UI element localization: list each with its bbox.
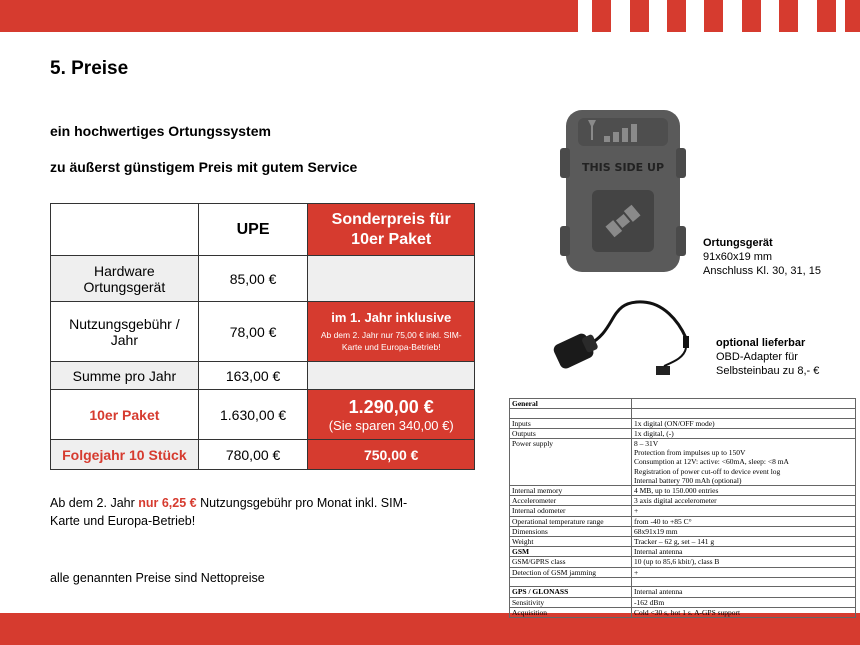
spec-value-line: 68x91x19 mm: [634, 526, 678, 536]
table-row: [51, 302, 475, 362]
spec-value: [632, 506, 856, 516]
obd-caption-line3: Selbsteinbau zu 8,- €: [716, 365, 820, 377]
row-special: [308, 362, 475, 390]
spec-row: [510, 567, 856, 577]
net-price-note: alle genannten Preise sind Nettopreise: [50, 571, 265, 585]
note-highlight: nur 6,25 €: [138, 496, 197, 510]
device-label: THIS SIDE UP: [581, 161, 665, 174]
spec-table: [509, 398, 856, 618]
spec-key: Accelerometer: [510, 496, 632, 506]
row-special: [308, 256, 475, 302]
spec-value-line: 8 – 31V: [634, 439, 659, 448]
spec-key: [510, 409, 632, 419]
spec-value: [632, 557, 856, 567]
spec-key: GSM/GPRS class: [510, 557, 632, 567]
spec-row: [510, 496, 856, 506]
spec-key: Inputs: [510, 418, 632, 428]
row-special: 750,00 €: [308, 440, 475, 470]
spec-value-line: Cold <30 s, hot 1 s. A-GPS support: [634, 607, 741, 617]
spec-value: [632, 496, 856, 506]
note-suffix: Nutzungsgebühr pro Monat inkl. SIM-Karte und Europa-Betrieb!: [50, 496, 408, 528]
row-upe: 1.630,00 €: [198, 390, 308, 440]
subtitle-2: zu äußerst günstigem Preis mit gutem Service: [50, 159, 358, 175]
spec-key: GSM: [510, 547, 632, 557]
header-band: [0, 0, 860, 32]
spec-row: [510, 516, 856, 526]
spec-key: Sensitivity: [510, 597, 632, 607]
note-prefix: Ab dem 2. Jahr: [50, 496, 135, 510]
row-label: Hardware Ortungsgerät: [51, 256, 199, 302]
header-stripe: [704, 0, 723, 32]
row-upe: 85,00 €: [198, 256, 308, 302]
spec-key: Acquisition: [510, 607, 632, 617]
header-stripe: [779, 0, 798, 32]
row-label: Folgejahr 10 Stück: [51, 440, 199, 470]
spec-row: [510, 439, 856, 486]
header-red-bar: [0, 0, 578, 32]
header-stripe: [667, 0, 686, 32]
header-upe: UPE: [198, 204, 308, 256]
spec-row: [510, 537, 856, 547]
spec-value: [632, 577, 856, 587]
spec-value-line: from -40 to +85 C°: [634, 516, 692, 526]
special-package-price: 1.290,00 €: [348, 396, 434, 417]
header-stripe: [592, 0, 611, 32]
row-label: Summe pro Jahr: [51, 362, 199, 390]
spec-key: Power supply: [510, 439, 632, 486]
row-label: Nutzungsgebühr / Jahr: [51, 302, 199, 362]
spec-row: [510, 418, 856, 428]
spec-row: [510, 399, 856, 409]
spec-value: [632, 597, 856, 607]
spec-value: [632, 409, 856, 419]
spec-row: [510, 607, 856, 617]
special-included-text: im 1. Jahr inklusive: [331, 310, 452, 325]
obd-adapter-image: [548, 290, 708, 380]
header-stripe: [845, 0, 860, 32]
spec-row: [510, 428, 856, 438]
device-caption-title: Ortungsgerät: [703, 237, 773, 249]
price-table-header: [51, 204, 475, 256]
monthly-fee-note: [50, 494, 430, 530]
spec-key: Detection of GSM jamming: [510, 567, 632, 577]
row-special: [308, 390, 475, 440]
table-row: [51, 256, 475, 302]
row-upe: 780,00 €: [198, 440, 308, 470]
spec-row: [510, 597, 856, 607]
spec-key: Internal odometer: [510, 506, 632, 516]
header-empty-cell: [51, 204, 199, 256]
spec-value-line: 3 axis digital accelerometer: [634, 496, 717, 506]
table-row: [51, 440, 475, 470]
spec-value-line: Internal antenna: [634, 587, 683, 597]
spec-value-line: Protection from impulses up to 150V: [634, 448, 746, 458]
table-row: [51, 390, 475, 440]
spec-value-line: 4 MB, up to 150.000 entries: [634, 486, 719, 496]
obd-caption-title: optional lieferbar: [716, 337, 806, 349]
spec-value-line: 10 (up to 85,6 kbit/), class B: [634, 557, 720, 567]
spec-row: [510, 409, 856, 419]
tracker-device-image: [560, 108, 686, 274]
spec-key: [510, 577, 632, 587]
header-stripe: [630, 0, 649, 32]
spec-value-line: 1x digital (ON/OFF mode): [634, 418, 715, 428]
spec-row: [510, 557, 856, 567]
row-special: [308, 302, 475, 362]
spec-value-line: +: [634, 506, 639, 516]
header-special-price: Sonderpreis für 10er Paket: [308, 204, 475, 256]
spec-value: [632, 418, 856, 428]
spec-value: [632, 537, 856, 547]
spec-value: [632, 399, 856, 409]
spec-key: Internal memory: [510, 486, 632, 496]
spec-value: [632, 439, 856, 486]
table-row: [51, 362, 475, 390]
row-upe: 78,00 €: [198, 302, 308, 362]
header-stripe: [817, 0, 836, 32]
device-caption-connect: Anschluss Kl. 30, 31, 15: [703, 265, 822, 277]
spec-key: General: [510, 399, 632, 409]
special-included-note: Ab dem 2. Jahr nur 75,00 € inkl. SIM-Karte und Europa-Betrieb!: [320, 330, 462, 352]
spec-value-line: +: [634, 567, 639, 577]
obd-caption-line2: OBD-Adapter für: [716, 351, 798, 363]
spec-value: [632, 567, 856, 577]
subtitle-1: ein hochwertiges Ortungssystem: [50, 123, 271, 139]
spec-value: [632, 428, 856, 438]
special-savings: (Sie sparen 340,00 €): [328, 417, 454, 433]
spec-key: GPS / GLONASS: [510, 587, 632, 597]
row-label: 10er Paket: [51, 390, 199, 440]
spec-value: [632, 587, 856, 597]
row-upe: 163,00 €: [198, 362, 308, 390]
spec-value: [632, 526, 856, 536]
spec-value: [632, 516, 856, 526]
spec-row: [510, 486, 856, 496]
spec-value-line: Internal antenna: [634, 547, 683, 557]
spec-key: Outputs: [510, 428, 632, 438]
spec-value-line: Registration of power cut-off to device event log: [634, 466, 781, 476]
spec-key: Weight: [510, 537, 632, 547]
spec-value-line: Consumption at 12V: active: <60mA, sleep: <8 mA: [634, 457, 789, 467]
spec-row: [510, 506, 856, 516]
spec-value: [632, 486, 856, 496]
header-stripe: [742, 0, 761, 32]
spec-value-line: Tracker – 62 g, set – 141 g: [634, 537, 715, 547]
spec-row: [510, 526, 856, 536]
spec-value-line: 1x digital, (-): [634, 428, 674, 438]
device-caption-size: 91x60x19 mm: [703, 251, 773, 263]
spec-value-line: -162 dBm: [634, 597, 665, 607]
price-table: [50, 203, 475, 470]
page-title: 5. Preise: [50, 58, 129, 79]
spec-value-line: Internal battery 700 mAh (optional): [634, 475, 742, 485]
spec-value: [632, 547, 856, 557]
obd-caption: [716, 336, 819, 378]
spec-key: Operational temperature range: [510, 516, 632, 526]
spec-key: Dimensions: [510, 526, 632, 536]
device-caption: [703, 236, 821, 278]
spec-row: [510, 587, 856, 597]
spec-value: [632, 607, 856, 617]
spec-row: [510, 547, 856, 557]
spec-row: [510, 577, 856, 587]
